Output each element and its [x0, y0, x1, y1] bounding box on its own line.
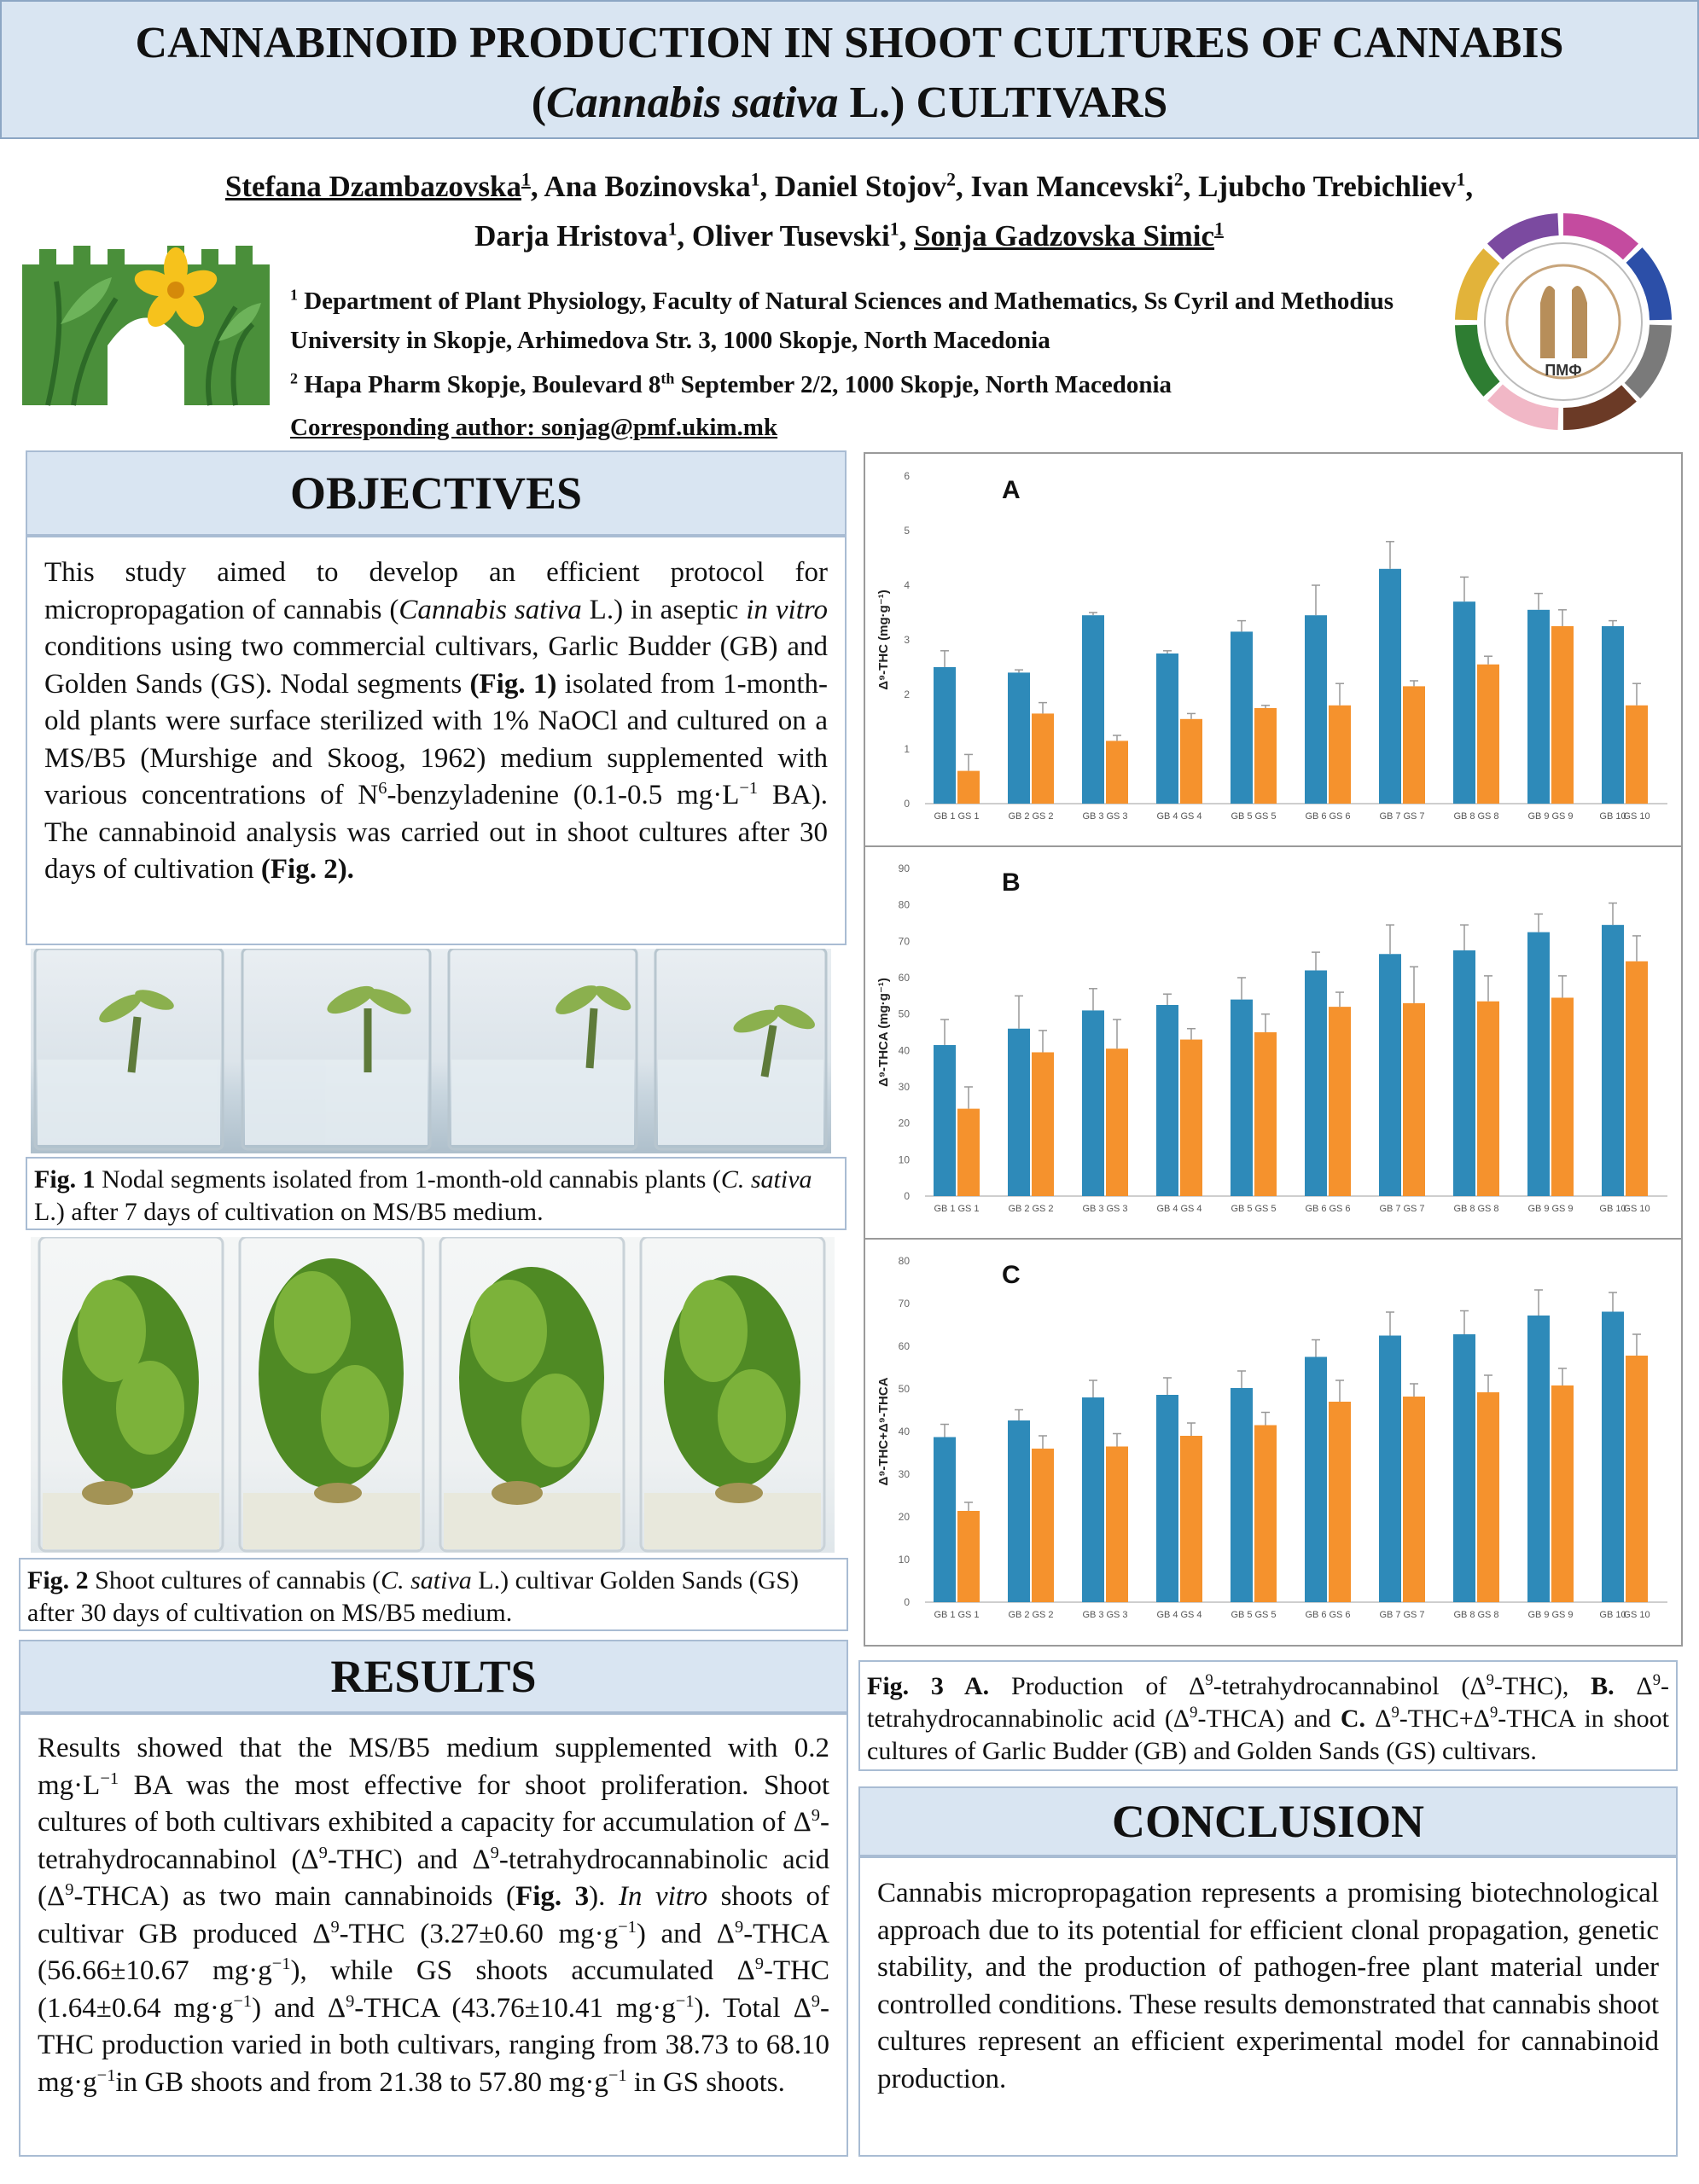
bar-gs — [1329, 706, 1351, 804]
x-tick-label: GS 4 — [1180, 1610, 1202, 1620]
bar-gb — [1527, 932, 1550, 1196]
bar-gb — [1231, 631, 1253, 804]
x-tick-label: GS 9 — [1551, 811, 1574, 822]
y-tick-label: 2 — [904, 688, 910, 700]
bar-gs — [1254, 1032, 1277, 1196]
y-axis-label: Δ⁹-THC (mg·g⁻¹) — [876, 590, 891, 690]
bar-gb — [1008, 672, 1030, 804]
bar-gb — [1156, 1395, 1178, 1602]
author-name: Ljubcho Trebichliev$^1$ — [1198, 169, 1466, 203]
bar-gs — [1403, 686, 1425, 804]
bar-gs — [957, 1109, 980, 1196]
x-tick-label: GS 8 — [1477, 1204, 1499, 1214]
y-tick-label: 30 — [898, 1081, 910, 1093]
y-tick-label: 20 — [898, 1117, 910, 1130]
author-name: Sonja Gadzovska Simic$^1$ — [914, 218, 1224, 253]
x-tick-label: GS 5 — [1254, 1204, 1277, 1214]
title-line2: (Cannabis sativa L.) CULTIVARS — [531, 78, 1168, 127]
bar-gb — [934, 667, 956, 804]
bar-gb — [1305, 1357, 1327, 1603]
bar-gb — [1156, 653, 1178, 804]
y-tick-label: 70 — [898, 935, 910, 948]
bar-gb — [1453, 1334, 1475, 1602]
bar-gs — [1106, 741, 1128, 804]
y-tick-label: 50 — [898, 1008, 910, 1020]
y-tick-label: 4 — [904, 579, 910, 591]
bar-gs — [1032, 1052, 1054, 1196]
y-tick-label: 3 — [904, 634, 910, 646]
y-tick-label: 40 — [898, 1426, 910, 1438]
title-line1: CANNABINOID PRODUCTION IN SHOOT CULTURES OF CANNABIS — [135, 19, 1564, 67]
fig2-caption: Fig. 2 Shoot cultures of cannabis (C. sativa L.) cultivar Golden Sands (GS) after 30 days of cultivation on MS/B5 medium. — [19, 1558, 848, 1631]
x-tick-label: GS 2 — [1032, 1610, 1054, 1620]
x-tick-label: GS 10 — [1623, 811, 1650, 822]
x-tick-label: GS 7 — [1403, 811, 1425, 822]
x-tick-label: GB 1 — [934, 1610, 956, 1620]
results-heading: RESULTS — [19, 1640, 848, 1713]
bar-gb — [1602, 626, 1624, 804]
results-text: Results showed that the MS/B5 medium supplemented with 0.2 $mg\cdot L^{-1}$ BA was the most effective for shoot proliferation. Shoot cultures of both cultivars exhibited a capacity for accumulation of $\Delta^9$-tetrahydrocannabinol $(\Delta^9-THC)$ and $\Delta^9$-tetrahydrocannabinolic acid $(\Delta^9-THCA)$ as two main cannabinoids (Fig. 3). In vitro shoots of cultivar GB produced $\Delta^9$-THC (3.27±0.60 $mg\cdot g^{-1}$) and $\Delta^9$-THCA (56.66±10.67 $mg\cdot g^{-1}$), while GS shoots accumulated $\Delta^9$-THC (1.64±0.64 $mg\cdot g^{-1}$) and $\Delta^9$-THCA (43.76±10.41 $mg\cdot g^{-1}$). Total $\Delta^9$-THC production varied in both cultivars, ranging from 38.73 to 68.10 $mg\cdot g^{-1}in$ GB shoots and from 21.38 to 57.80 $mg\cdot g^{-1}$ in GS shoots. — [19, 1713, 848, 2157]
y-tick-label: 80 — [898, 898, 910, 911]
bar-gb — [1379, 1336, 1401, 1603]
x-tick-label: GB 10 — [1599, 1610, 1626, 1620]
affiliation-2: $^2$ Hapa Pharm Skopje, Boulevard 8th September 2/2, 1000 Skopje, North Macedonia — [290, 369, 1172, 398]
x-tick-label: GS 3 — [1106, 1204, 1128, 1214]
y-tick-label: 90 — [898, 863, 910, 874]
x-tick-label: GB 6 — [1305, 811, 1327, 822]
x-tick-label: GB 3 — [1082, 1204, 1104, 1214]
x-tick-label: GB 9 — [1527, 1610, 1550, 1620]
fig1-caption: Fig. 1 Nodal segments isolated from 1-month-old cannabis plants (C. sativa L.) after 7 days of cultivation on MS/B5 medium. — [26, 1157, 847, 1230]
x-tick-label: GB 10 — [1599, 811, 1626, 822]
y-tick-label: 10 — [898, 1153, 910, 1166]
affiliations — [290, 282, 1485, 447]
bar-gb — [1453, 601, 1475, 804]
x-tick-label: GS 6 — [1329, 811, 1351, 822]
bar-gb — [934, 1045, 956, 1196]
conclusion-heading: CONCLUSION — [858, 1786, 1678, 1856]
panel-letter: C — [1002, 1261, 1021, 1289]
bar-gs — [1032, 1449, 1054, 1602]
bar-gs — [1180, 1040, 1202, 1196]
x-tick-label: GB 6 — [1305, 1204, 1327, 1214]
x-tick-label: GB 5 — [1231, 811, 1253, 822]
bar-gb — [1305, 970, 1327, 1196]
x-tick-label: GS 4 — [1180, 1204, 1202, 1214]
bar-gs — [1180, 719, 1202, 804]
x-tick-label: GS 7 — [1403, 1204, 1425, 1214]
bar-gs — [1403, 1397, 1425, 1602]
x-tick-label: GS 6 — [1329, 1610, 1351, 1620]
x-tick-label: GS 10 — [1623, 1610, 1650, 1620]
x-tick-label: GS 5 — [1254, 811, 1277, 822]
x-tick-label: GB 8 — [1453, 811, 1475, 822]
bar-gb — [1305, 615, 1327, 804]
corresponding-author: Corresponding author: sonjag@pmf.ukim.mk — [290, 414, 778, 441]
author-name: Ivan Mancevski$^2$ — [970, 169, 1184, 203]
bar-gb — [934, 1438, 956, 1603]
fig3-caption: Fig. 3 A. Production of $\Delta^9$-tetrahydrocannabinol $(\Delta^9-THC)$, B. $\Delta^9$-tetrahydrocannabinolic acid $(\Delta^9-THCA)$ and C. $\Delta^9-THC+\Delta^9$-THCA in shoot cultures of Garlic Budder (GB) and Golden Sands (GS) cultivars. — [858, 1660, 1678, 1771]
y-tick-label: 30 — [898, 1468, 910, 1480]
x-tick-label: GB 4 — [1156, 1204, 1178, 1214]
fortress-flower-icon — [22, 230, 270, 410]
conclusion-text: Cannabis micropropagation represents a promising biotechnological approach due to its potential for efficient clonal propagation, genetic stability, and the production of pathogen-free plant material under controlled conditions. These results demonstrated that cannabis shoot cultures represent an efficient experimental model for cannabinoid production. — [858, 1856, 1678, 2157]
x-tick-label: GB 6 — [1305, 1610, 1327, 1620]
bar-gs — [957, 771, 980, 804]
bar-gs — [1626, 706, 1648, 804]
seal-label: ПМФ — [1545, 362, 1582, 379]
x-tick-label: GS 9 — [1551, 1610, 1574, 1620]
x-tick-label: GS 8 — [1477, 1610, 1499, 1620]
objectives-text: This study aimed to develop an efficient protocol for micropropagation of cannabis (Cannabis sativa L.) in aseptic in vitro conditions using two commercial cultivars, Garlic Budder (GB) and Golden Sands (GS). Nodal segments (Fig. 1) isolated from 1-month-old plants were surface sterilized with 1% NaOCl and cultured on a MS/B5 (Murshige and Skoog, 1962) medium supplemented with various concentrations of $N^6$-benzyladenine (0.1-0.5 $mg\cdot L^{-1}$ BA). The cannabinoid analysis was carried out in shoot cultures after 30 days of cultivation (Fig. 2). — [26, 536, 847, 945]
bar-gs — [1626, 1356, 1648, 1602]
x-tick-label: GB 5 — [1231, 1204, 1253, 1214]
bar-gs — [1254, 708, 1277, 804]
x-tick-label: GB 4 — [1156, 811, 1178, 822]
fig3-charts — [865, 454, 1681, 1645]
y-tick-label: 0 — [904, 1190, 910, 1202]
bar-gb — [1082, 615, 1104, 804]
x-tick-label: GS 1 — [957, 811, 980, 822]
x-tick-label: GS 3 — [1106, 811, 1128, 822]
x-tick-label: GS 1 — [957, 1610, 980, 1620]
x-tick-label: GS 4 — [1180, 811, 1202, 822]
bar-gb — [1082, 1397, 1104, 1602]
x-tick-label: GB 3 — [1082, 811, 1104, 822]
x-tick-label: GB 10 — [1599, 1204, 1626, 1214]
bar-gb — [1379, 954, 1401, 1196]
y-tick-label: 70 — [898, 1298, 910, 1310]
bar-gb — [1082, 1010, 1104, 1196]
bar-gs — [1254, 1426, 1277, 1603]
bar-gs — [1106, 1048, 1128, 1196]
affiliation-1: $^1$ Department of Plant Physiology, Faculty of Natural Sciences and Mathematics, Ss Cyril and Methodius University in Skopje, Arhimedova Str. 3, 1000 Skopje, North Macedonia — [290, 286, 1394, 354]
y-tick-label: 20 — [898, 1511, 910, 1523]
x-tick-label: GB 9 — [1527, 1204, 1550, 1214]
bar-gb — [1379, 569, 1401, 804]
y-axis-label: Δ⁹-THCA (mg·g⁻¹) — [876, 978, 891, 1087]
fig2-photo — [31, 1237, 835, 1553]
y-tick-label: 40 — [898, 1044, 910, 1057]
author-name: Ana Bozinovska$^1$ — [544, 169, 760, 203]
x-tick-label: GS 8 — [1477, 811, 1499, 822]
bar-gb — [1602, 925, 1624, 1196]
bar-gb — [1008, 1029, 1030, 1196]
x-tick-label: GS 1 — [957, 1204, 980, 1214]
y-tick-label: 80 — [898, 1255, 910, 1267]
x-tick-label: GS 7 — [1403, 1610, 1425, 1620]
x-tick-label: GS 2 — [1032, 811, 1054, 822]
bar-gb — [1602, 1312, 1624, 1603]
y-axis-label: Δ⁹-THC+Δ⁹-THCA — [876, 1377, 891, 1486]
fig1-photo — [31, 949, 831, 1153]
bar-gs — [957, 1511, 980, 1602]
y-tick-label: 1 — [904, 743, 910, 755]
bar-gs — [1329, 1007, 1351, 1196]
left-logo — [22, 230, 270, 410]
objectives-heading: OBJECTIVES — [26, 450, 847, 536]
bar-gs — [1477, 1392, 1499, 1602]
x-tick-label: GS 5 — [1254, 1610, 1277, 1620]
bar-gs — [1551, 1385, 1574, 1602]
fig3-chart-panel — [864, 452, 1683, 1647]
x-tick-label: GS 2 — [1032, 1204, 1054, 1214]
y-tick-label: 60 — [898, 972, 910, 984]
y-tick-label: 60 — [898, 1340, 910, 1352]
bar-gb — [1453, 950, 1475, 1196]
poster-title — [0, 0, 1699, 139]
author-name: Stefana Dzambazovska$^1$ — [224, 169, 531, 203]
x-tick-label: GB 8 — [1453, 1610, 1475, 1620]
bar-gs — [1477, 665, 1499, 804]
x-tick-label: GS 3 — [1106, 1610, 1128, 1620]
bar-gs — [1403, 1003, 1425, 1196]
y-tick-label: 5 — [904, 525, 910, 537]
bar-gb — [1527, 1316, 1550, 1602]
x-tick-label: GB 9 — [1527, 811, 1550, 822]
x-tick-label: GB 5 — [1231, 1610, 1253, 1620]
author-list: Stefana Dzambazovska$^1$, Ana Bozinovska$^1$, Daniel Stojov$^2$, Ivan Mancevski$^2$, Ljubcho Trebichliev$^1$, Darja Hristova$^1$, Oliver Tusevski$^1$, Sonja Gadzovska Simic$^1$ — [224, 169, 1474, 253]
author-name: Darja Hristova$^1$ — [474, 218, 678, 253]
author-name: Daniel Stojov$^2$ — [774, 169, 957, 203]
y-tick-label: 6 — [904, 470, 910, 482]
x-tick-label: GS 9 — [1551, 1204, 1574, 1214]
x-tick-label: GB 7 — [1379, 1610, 1401, 1620]
x-tick-label: GB 3 — [1082, 1610, 1104, 1620]
x-tick-label: GB 2 — [1008, 811, 1030, 822]
bar-gb — [1156, 1005, 1178, 1196]
bar-gs — [1477, 1002, 1499, 1196]
y-tick-label: 10 — [898, 1554, 910, 1565]
bar-gs — [1329, 1402, 1351, 1602]
bar-gb — [1527, 610, 1550, 804]
x-tick-label: GB 2 — [1008, 1204, 1030, 1214]
bar-gs — [1180, 1436, 1202, 1602]
y-tick-label: 0 — [904, 1596, 910, 1608]
x-tick-label: GB 7 — [1379, 1204, 1401, 1214]
x-tick-label: GB 2 — [1008, 1610, 1030, 1620]
bar-gb — [1231, 1000, 1253, 1196]
x-tick-label: GB 1 — [934, 811, 956, 822]
bar-gb — [1231, 1388, 1253, 1602]
panel-letter: A — [1002, 476, 1021, 504]
x-tick-label: GB 8 — [1453, 1204, 1475, 1214]
bar-gs — [1032, 713, 1054, 804]
x-tick-label: GB 1 — [934, 1204, 956, 1214]
bar-gs — [1551, 997, 1574, 1196]
bar-gs — [1551, 626, 1574, 804]
y-tick-label: 0 — [904, 798, 910, 810]
bar-gs — [1626, 961, 1648, 1196]
x-tick-label: GS 10 — [1623, 1204, 1650, 1214]
x-tick-label: GB 7 — [1379, 811, 1401, 822]
x-tick-label: GS 6 — [1329, 1204, 1351, 1214]
bar-gs — [1106, 1447, 1128, 1603]
x-tick-label: GB 4 — [1156, 1610, 1178, 1620]
author-name: Oliver Tusevski$^1$ — [691, 218, 899, 253]
panel-letter: B — [1002, 868, 1021, 897]
y-tick-label: 50 — [898, 1383, 910, 1395]
bar-gb — [1008, 1420, 1030, 1602]
